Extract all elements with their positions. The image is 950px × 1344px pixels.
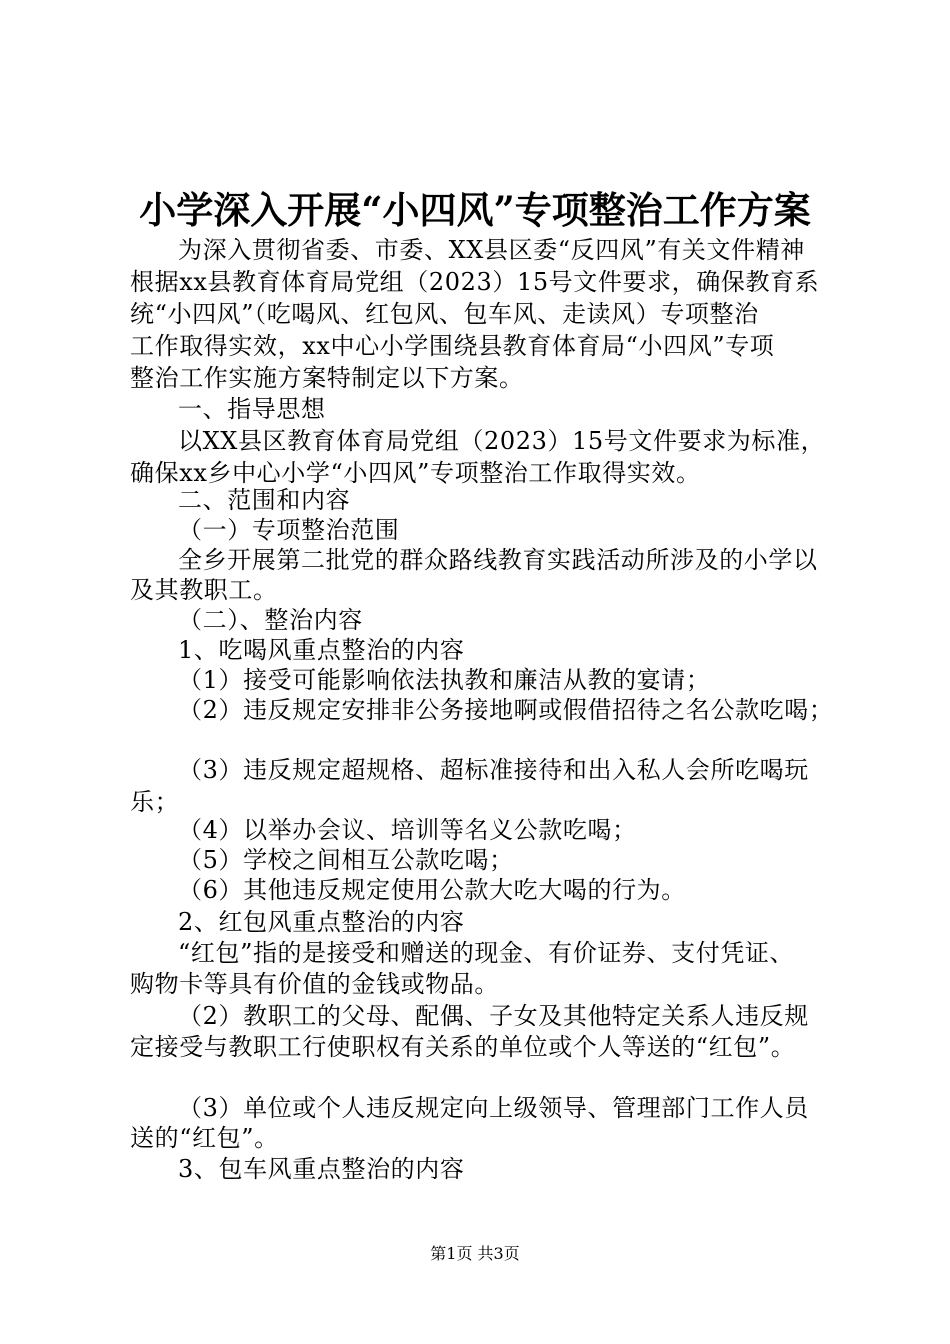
- paragraph-line: “红包”指的是接受和赠送的现金、有价证券、支付凭证、: [178, 939, 795, 967]
- section-heading: 一、指导思想: [178, 395, 326, 423]
- list-item: （3）单位或个人违反规定向上级领导、管理部门工作人员: [178, 1094, 809, 1122]
- subsection-heading: （二）、整治内容: [178, 606, 363, 634]
- paragraph-line: 全乡开展第二批党的群众路线教育实践活动所涉及的小学以: [178, 546, 818, 574]
- paragraph-line: 为深入贯彻省委、市委、XX县区委“反四风”有关文件精神: [178, 236, 805, 264]
- paragraph-line: 工作取得实效，xx中心小学围绕县教育体育局“小四风”专项: [130, 332, 775, 360]
- item-heading: 1、吃喝风重点整治的内容: [178, 636, 465, 664]
- list-item: 定接受与教职工行使职权有关系的单位或个人等送的“红包”。: [130, 1033, 796, 1061]
- list-item: （3）违反规定超规格、超标准接待和出入私人会所吃喝玩: [178, 756, 809, 784]
- list-item: （1）接受可能影响依法执教和廉洁从教的宴请；: [178, 666, 711, 694]
- paragraph-line: 以XX县区教育体育局党组（2023）15号文件要求为标准，: [178, 427, 826, 455]
- paragraph-line: 根据xx县教育体育局党组（2023）15号文件要求，确保教育系: [130, 268, 820, 296]
- paragraph-line: 及其教职工。: [130, 576, 278, 604]
- list-item: （4）以举办会议、培训等名义公款吃喝；: [178, 816, 637, 844]
- list-item: （5）学校之间相互公款吃喝；: [178, 846, 514, 874]
- page-footer: 第1页 共3页: [430, 1244, 520, 1263]
- paragraph-line: 确保xx乡中心小学“小四风”专项整治工作取得实效。: [130, 459, 701, 487]
- list-item: （2）教职工的父母、配偶、子女及其他特定关系人违反规: [178, 1002, 809, 1030]
- paragraph-line: 整治工作实施方案特制定以下方案。: [130, 364, 524, 392]
- list-item: （6）其他违反规定使用公款大吃大喝的行为。: [178, 876, 686, 904]
- page-title: 小学深入开展“小四风”专项整治工作方案: [139, 188, 811, 232]
- section-heading: 二、范围和内容: [178, 486, 351, 514]
- paragraph-line: 购物卡等具有价值的金钱或物品。: [130, 970, 499, 998]
- subsection-heading: （一）专项整治范围: [178, 516, 400, 544]
- list-item: （2）违反规定安排非公务接地啊或假借招待之名公款吃喝；: [178, 696, 834, 724]
- item-heading: 3、包车风重点整治的内容: [178, 1155, 465, 1183]
- item-heading: 2、红包风重点整治的内容: [178, 908, 465, 936]
- list-item: 乐；: [130, 788, 180, 816]
- paragraph-line: 统“小四风”（吃喝风、红包风、包车风、走读风）专项整治: [130, 300, 759, 328]
- list-item: 送的“红包”。: [130, 1124, 279, 1152]
